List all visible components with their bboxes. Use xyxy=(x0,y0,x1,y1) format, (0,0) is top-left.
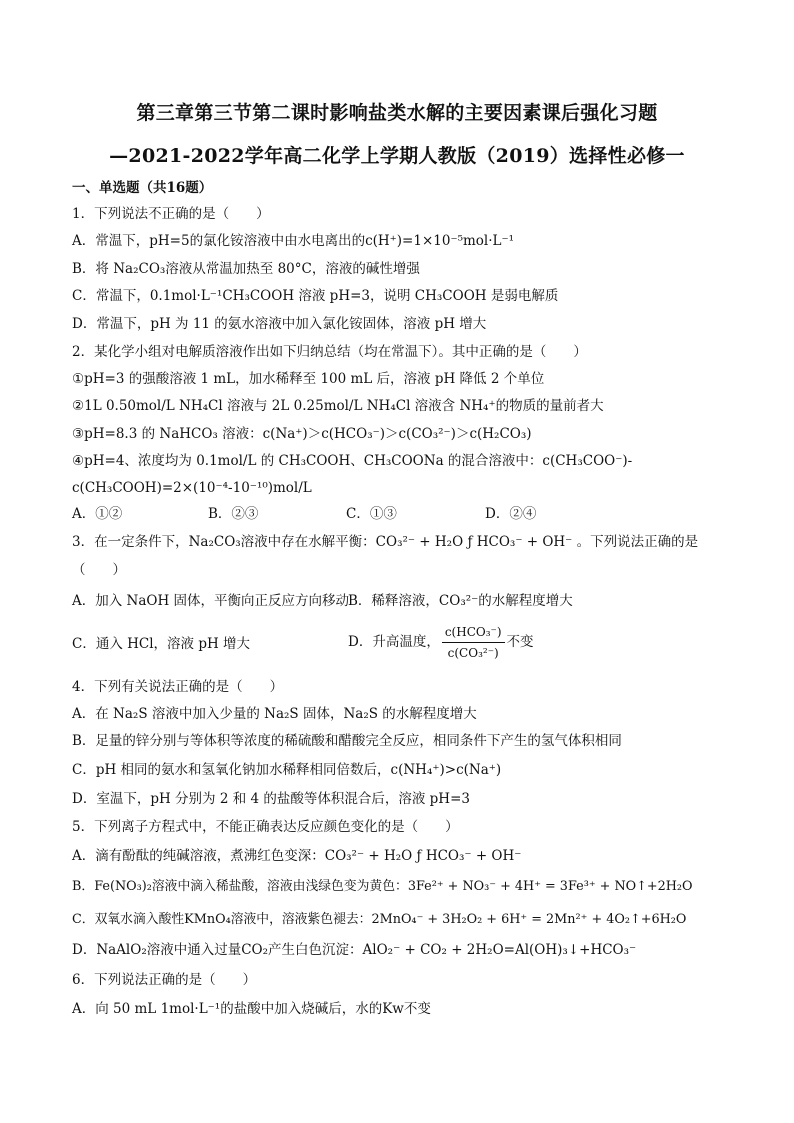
q4-option-b: B．足量的锌分别与等体积等浓度的稀硫酸和醋酸完全反应，相同条件下产生的氢气体积相同 xyxy=(72,733,622,749)
q5-option-b: B．Fe(NO₃)₂溶液中滴入稀盐酸，溶液由浅绿色变为黄色：3Fe²⁺ + NO₃⁻ + 4H⁺ = 3Fe³⁺ + NO↑+2H₂O xyxy=(72,879,693,894)
q5-option-d: D．NaAlO₂溶液中通入过量CO₂产生白色沉淀：AlO₂⁻ + CO₂ + 2H₂O=Al(OH)₃↓+HCO₃⁻ xyxy=(72,942,637,958)
q2-statement-4b: c(CH₃COOH)=2×(10⁻⁴-10⁻¹⁰)mol/L xyxy=(72,480,312,496)
q6-stem: 6．下列说法正确的是（ ） xyxy=(72,972,257,988)
q2-statement-2: ②1L 0.50mol/L NH₄Cl 溶液与 2L 0.25mol/L NH₄Cl 溶液含 NH₄⁺的物质的量前者大 xyxy=(72,398,604,414)
q2-option-c: C．①③ xyxy=(346,506,397,522)
q2-stem: 2．某化学小组对电解质溶液作出如下归纳总结（均在常温下）。其中正确的是（ ） xyxy=(72,344,587,360)
q4-option-d: D．室温下，pH 分别为 2 和 4 的盐酸等体积混合后，溶液 pH=3 xyxy=(72,791,470,807)
q3-option-a: A．加入 NaOH 固体，平衡向正反应方向移动 xyxy=(72,593,350,609)
q3-option-d-fraction xyxy=(442,622,505,663)
q5-stem: 5．下列离子方程式中，不能正确表达反应颜色变化的是（ ） xyxy=(72,819,459,835)
q1-option-a: A．常温下，pH=5的氯化铵溶液中由水电离出的c(H⁺)=1×10⁻⁵mol·L⁻¹ xyxy=(72,233,515,249)
q1-stem: 1．下列说法不正确的是（ ） xyxy=(72,206,270,222)
q3-stem-blank: （ ） xyxy=(72,562,126,578)
q3-option-d-suffix: 不变 xyxy=(506,634,534,650)
q3-option-d-prefix: D．升高温度， xyxy=(348,634,440,650)
doc-title-line2: —2021-2022学年高二化学上学期人教版（2019）选择性必修一 xyxy=(109,145,685,167)
q4-option-a: A．在 Na₂S 溶液中加入少量的 Na₂S 固体，Na₂S 的水解程度增大 xyxy=(72,706,477,722)
q1-option-c: C．常温下，0.1mol·L⁻¹CH₃COOH 溶液 pH=3，说明 CH₃COOH 是弱电解质 xyxy=(72,288,559,304)
q2-statement-3: ③pH=8.3 的 NaHCO₃ 溶液：c(Na⁺)＞c(HCO₃⁻)＞c(CO₃²⁻)＞c(H₂CO₃) xyxy=(72,426,532,442)
q3-fraction-denominator: c(CO₃²⁻) xyxy=(447,646,499,660)
q2-statement-1: ①pH=3 的强酸溶液 1 mL，加水稀释至 100 mL 后，溶液 pH 降低 2 个单位 xyxy=(72,371,545,387)
q4-option-c: C．pH 相同的氨水和氢氧化钠加水稀释相同倍数后，c(NH₄⁺)>c(Na⁺) xyxy=(72,762,502,778)
q1-option-b: B．将 Na₂CO₃溶液从常温加热至 80°C，溶液的碱性增强 xyxy=(72,261,420,277)
q5-option-c: C．双氧水滴入酸性KMnO₄溶液中，溶液紫色褪去：2MnO₄⁻ + 3H₂O₂ + 6H⁺ = 2Mn²⁺ + 4O₂↑+6H₂O xyxy=(72,912,687,927)
q4-stem: 4．下列有关说法正确的是（ ） xyxy=(72,679,284,695)
q3-stem: 3．在一定条件下，Na₂CO₃溶液中存在水解平衡：CO₃²⁻ + H₂O ƒ HCO₃⁻ + OH⁻ 。下列说法正确的是 xyxy=(72,534,699,550)
q1-option-d: D．常温下，pH 为 11 的氨水溶液中加入氯化铵固体，溶液 pH 增大 xyxy=(72,316,487,332)
q3-option-b: B．稀释溶液，CO₃²⁻的水解程度增大 xyxy=(348,593,573,609)
q3-option-d xyxy=(348,622,534,663)
q3-fraction-numerator: c(HCO₃⁻) xyxy=(442,622,505,643)
q5-option-a: A．滴有酚酞的纯碱溶液，煮沸红色变深：CO₃²⁻ + H₂O ƒ HCO₃⁻ + OH⁻ xyxy=(72,848,522,864)
q2-option-d: D．②④ xyxy=(485,506,537,522)
q2-statement-4a: ④pH=4、浓度均为 0.1mol/L 的 CH₃COOH、CH₃COONa 的混合溶液中：c(CH₃COO⁻)- xyxy=(72,453,633,469)
q6-option-a: A．向 50 mL 1mol·L⁻¹的盐酸中加入烧碱后，水的Kw不变 xyxy=(72,1001,431,1017)
q2-option-b: B．②③ xyxy=(208,506,259,522)
section-heading: 一、单选题（共16题） xyxy=(72,180,213,196)
q2-option-a: A．①② xyxy=(72,506,123,522)
doc-title-line1: 第三章第三节第二课时影响盐类水解的主要因素课后强化习题 xyxy=(136,102,658,124)
q3-option-c: C．通入 HCl，溶液 pH 增大 xyxy=(72,636,251,652)
